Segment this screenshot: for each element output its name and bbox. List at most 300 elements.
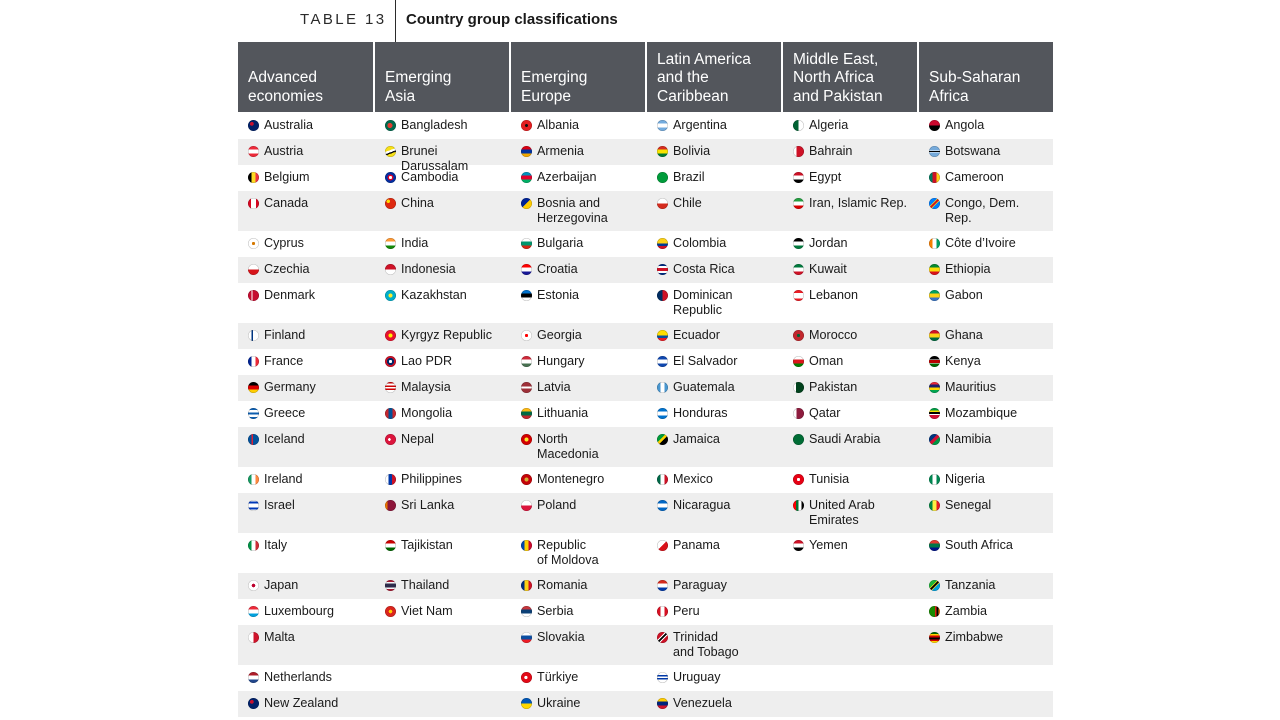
paraguay-flag-icon [657,580,668,591]
latvia-flag-icon [521,382,532,393]
country-name: Thailand [401,578,450,592]
table-cell [511,691,647,717]
slovakia-flag-icon [521,632,532,643]
country-name: Namibia [945,432,992,446]
panama-flag-icon [657,540,668,551]
table-cell [511,191,647,231]
australia-flag-icon [248,120,259,131]
country-name: Zambia [945,604,987,618]
country-name: Albania [537,118,580,132]
table-cell [511,401,647,427]
romania-flag-icon [521,580,532,591]
table-cell [511,625,647,665]
country-name: Panama [673,538,720,552]
country-name: United Arab Emirates [809,498,875,527]
cyprus-flag-icon [248,238,259,249]
jordan-flag-icon [793,238,804,249]
country-name: Austria [264,144,304,158]
table-cell [238,349,375,375]
country-name: Cyprus [264,236,304,250]
jamaica-flag-icon [657,434,668,445]
table-cell [238,665,375,691]
column-header [238,42,375,112]
country-name: Tunisia [809,472,850,486]
brunei-flag-icon [385,146,396,157]
table-cell [511,599,647,625]
table-cell [375,427,511,467]
country-name: Pakistan [809,380,858,394]
saudi-arabia-flag-icon [793,434,804,445]
table-cell [375,625,511,665]
country-name: Honduras [673,406,728,420]
column-header [647,42,783,112]
uae-flag-icon [793,500,804,511]
table-cell [511,573,647,599]
table-row [238,533,1053,573]
country-name: New Zealand [264,696,339,710]
table-cell [919,191,1053,231]
table-cell [919,573,1053,599]
country-name: Bulgaria [537,236,584,250]
philippines-flag-icon [385,474,396,485]
cote-divoire-flag-icon [929,238,940,249]
table-row [238,691,1053,717]
table-cell [783,257,919,283]
italy-flag-icon [248,540,259,551]
country-name: Colombia [673,236,727,250]
table-cell [238,401,375,427]
croatia-flag-icon [521,264,532,275]
table-cell [919,599,1053,625]
table-cell [238,113,375,139]
table-cell [375,283,511,323]
country-name: India [401,236,429,250]
country-name: Lebanon [809,288,859,302]
belgium-flag-icon [248,172,259,183]
table-cell [375,493,511,533]
country-name: Iceland [264,432,305,446]
table-row [238,375,1053,401]
table-cell [511,427,647,467]
country-name: Ghana [945,328,983,342]
country-name: Luxembourg [264,604,335,618]
table-cell [783,375,919,401]
turkiye-flag-icon [521,672,532,683]
south-africa-flag-icon [929,540,940,551]
table-cell [238,283,375,323]
country-name: Costa Rica [673,262,735,276]
country-name: Ireland [264,472,303,486]
country-name: Estonia [537,288,580,302]
country-name: Algeria [809,118,849,132]
table-cell [783,401,919,427]
table-cell [511,323,647,349]
bulgaria-flag-icon [521,238,532,249]
canada-flag-icon [248,198,259,209]
table-cell [919,323,1053,349]
country-name: Bahrain [809,144,853,158]
country-name: Hungary [537,354,585,368]
hungary-flag-icon [521,356,532,367]
lithuania-flag-icon [521,408,532,419]
column-header [511,42,647,112]
north-macedonia-flag-icon [521,434,532,445]
country-name: Jamaica [673,432,720,446]
table-cell [647,165,783,191]
table-row [238,573,1053,599]
table-header-row [238,42,1053,112]
bangladesh-flag-icon [385,120,396,131]
cameroon-flag-icon [929,172,940,183]
table-cell [783,139,919,165]
table-cell [511,165,647,191]
brazil-flag-icon [657,172,668,183]
table-cell [919,533,1053,573]
table-cell [238,191,375,231]
table-cell [919,231,1053,257]
table-cell [647,139,783,165]
column-header-label: Middle East, North Africa and Pakistan [793,50,883,105]
india-flag-icon [385,238,396,249]
table-cell [647,349,783,375]
country-name: Germany [264,380,316,394]
cambodia-flag-icon [385,172,396,183]
country-name: Iran, Islamic Rep. [809,196,907,210]
indonesia-flag-icon [385,264,396,275]
table-cell [238,375,375,401]
tajikistan-flag-icon [385,540,396,551]
country-name: Bangladesh [401,118,468,132]
table-title: Country group classifications [406,11,618,28]
pakistan-flag-icon [793,382,804,393]
country-name: Türkiye [537,670,579,684]
mozambique-flag-icon [929,408,940,419]
table-row [238,139,1053,173]
table-cell [919,165,1053,191]
table-cell [783,427,919,467]
ethiopia-flag-icon [929,264,940,275]
table-cell [511,113,647,139]
country-name: Tajikistan [401,538,453,552]
albania-flag-icon [521,120,532,131]
table-cell [647,323,783,349]
table-cell [647,533,783,573]
table-cell [919,257,1053,283]
table-cell [783,231,919,257]
country-name: Guatemala [673,380,735,394]
table-row [238,401,1053,427]
table-cell [783,191,919,231]
country-name: Greece [264,406,306,420]
botswana-flag-icon [929,146,940,157]
country-name: Lao PDR [401,354,453,368]
country-name: Kuwait [809,262,847,276]
country-name: Mauritius [945,380,997,394]
table-cell [919,375,1053,401]
country-name: Côte d’Ivoire [945,236,1016,250]
table-cell [647,283,783,323]
country-name: Uruguay [673,670,721,684]
country-name: Gabon [945,288,983,302]
table-cell [375,665,511,691]
sri-lanka-flag-icon [385,500,396,511]
table-cell [919,401,1053,427]
country-name: Ethiopia [945,262,991,276]
country-name: Latvia [537,380,571,394]
table-cell [647,427,783,467]
country-name: Mexico [673,472,713,486]
china-flag-icon [385,198,396,209]
bolivia-flag-icon [657,146,668,157]
country-name: Netherlands [264,670,332,684]
country-group-table [238,42,1053,717]
table-cell [783,573,919,599]
table-cell [375,401,511,427]
table-cell [783,533,919,573]
country-name: Philippines [401,472,462,486]
colombia-flag-icon [657,238,668,249]
el-salvador-flag-icon [657,356,668,367]
malta-flag-icon [248,632,259,643]
table-row [238,283,1053,323]
table-row [238,257,1053,283]
new-zealand-flag-icon [248,698,259,709]
lebanon-flag-icon [793,290,804,301]
thailand-flag-icon [385,580,396,591]
table-cell [511,665,647,691]
country-name: Malaysia [401,380,451,394]
gabon-flag-icon [929,290,940,301]
country-name: Chile [673,196,702,210]
country-name: Slovakia [537,630,585,644]
column-header [783,42,919,112]
country-name: Ukraine [537,696,581,710]
table-cell [647,691,783,717]
table-cell [238,599,375,625]
country-name: Croatia [537,262,578,276]
caption-divider [395,0,396,42]
dominican-republic-flag-icon [657,290,668,301]
serbia-flag-icon [521,606,532,617]
country-name: Mongolia [401,406,453,420]
table-cell [647,257,783,283]
congo-flag-icon [929,198,940,209]
country-name: Sri Lanka [401,498,455,512]
country-name: Morocco [809,328,858,342]
netherlands-flag-icon [248,672,259,683]
ukraine-flag-icon [521,698,532,709]
country-name: Armenia [537,144,584,158]
country-name: Viet Nam [401,604,453,618]
moldova-flag-icon [521,540,532,551]
table-cell [919,665,1053,691]
israel-flag-icon [248,500,259,511]
table-cell [238,493,375,533]
algeria-flag-icon [793,120,804,131]
table-cell [919,113,1053,139]
ecuador-flag-icon [657,330,668,341]
germany-flag-icon [248,382,259,393]
oman-flag-icon [793,356,804,367]
table-row [238,165,1053,191]
country-name: Zimbabwe [945,630,1004,644]
bosnia-flag-icon [521,198,532,209]
country-name: Kenya [945,354,981,368]
column-header-label: Advanced economies [248,69,323,105]
poland-flag-icon [521,500,532,511]
austria-flag-icon [248,146,259,157]
luxembourg-flag-icon [248,606,259,617]
country-name: China [401,196,434,210]
table-row [238,113,1053,139]
country-name: Azerbaijan [537,170,597,184]
country-name: Dominican Republic [673,288,733,317]
tanzania-flag-icon [929,580,940,591]
yemen-flag-icon [793,540,804,551]
table-cell [238,533,375,573]
table-cell [647,599,783,625]
country-name: Argentina [673,118,727,132]
country-name: Cambodia [401,170,459,184]
uruguay-flag-icon [657,672,668,683]
country-name: Georgia [537,328,582,342]
country-name: Czechia [264,262,310,276]
country-name: Yemen [809,538,848,552]
georgia-flag-icon [521,330,532,341]
iceland-flag-icon [248,434,259,445]
column-header [919,42,1053,112]
country-name: Italy [264,538,288,552]
country-name: Bolivia [673,144,711,158]
peru-flag-icon [657,606,668,617]
table-cell [647,401,783,427]
table-cell [647,493,783,533]
table-number-label: TABLE 13 [300,11,387,28]
table-row [238,665,1053,691]
greece-flag-icon [248,408,259,419]
laos-flag-icon [385,356,396,367]
morocco-flag-icon [793,330,804,341]
country-name: Republic of Moldova [537,538,599,567]
table-cell [375,231,511,257]
malaysia-flag-icon [385,382,396,393]
country-name: Bosnia and Herzegovina [537,196,608,225]
country-name: Serbia [537,604,574,618]
country-name: Oman [809,354,844,368]
montenegro-flag-icon [521,474,532,485]
table-cell [375,599,511,625]
table-cell [511,139,647,165]
chile-flag-icon [657,198,668,209]
table-cell [511,231,647,257]
table-cell [238,257,375,283]
country-name: Peru [673,604,700,618]
table-row [238,231,1053,257]
table-cell [783,165,919,191]
country-name: Cameroon [945,170,1004,184]
table-cell [375,691,511,717]
country-name: Romania [537,578,588,592]
country-name: Poland [537,498,577,512]
table-cell [511,283,647,323]
table-cell [511,493,647,533]
country-name: Ecuador [673,328,720,342]
argentina-flag-icon [657,120,668,131]
denmark-flag-icon [248,290,259,301]
country-name: Nicaragua [673,498,731,512]
france-flag-icon [248,356,259,367]
mongolia-flag-icon [385,408,396,419]
table-cell [783,349,919,375]
table-row [238,625,1053,665]
table-cell [783,493,919,533]
ghana-flag-icon [929,330,940,341]
country-name: Israel [264,498,295,512]
japan-flag-icon [248,580,259,591]
table-cell [511,533,647,573]
finland-flag-icon [248,330,259,341]
country-name: Denmark [264,288,316,302]
kuwait-flag-icon [793,264,804,275]
country-name: Canada [264,196,309,210]
table-cell [647,665,783,691]
table-cell [511,467,647,493]
nepal-flag-icon [385,434,396,445]
table-cell [647,375,783,401]
table-cell [238,231,375,257]
table-cell [511,349,647,375]
country-name: North Macedonia [537,432,599,461]
country-name: El Salvador [673,354,738,368]
table-cell [919,493,1053,533]
table-cell [783,625,919,665]
costa-rica-flag-icon [657,264,668,275]
mexico-flag-icon [657,474,668,485]
table-row [238,493,1053,533]
table-cell [375,533,511,573]
country-name: Paraguay [673,578,727,592]
country-name: Kazakhstan [401,288,467,302]
zimbabwe-flag-icon [929,632,940,643]
table-cell [647,231,783,257]
table-cell [647,625,783,665]
vietnam-flag-icon [385,606,396,617]
table-cell [238,691,375,717]
country-name: Congo, Dem. Rep. [945,196,1020,225]
table-cell [919,691,1053,717]
country-name: Brazil [673,170,705,184]
mauritius-flag-icon [929,382,940,393]
country-name: Australia [264,118,313,132]
country-name: Malta [264,630,295,644]
qatar-flag-icon [793,408,804,419]
table-cell [375,323,511,349]
table-cell [647,113,783,139]
country-name: Angola [945,118,985,132]
kyrgyz-flag-icon [385,330,396,341]
angola-flag-icon [929,120,940,131]
table-cell [238,467,375,493]
country-name: Egypt [809,170,842,184]
table-cell [647,467,783,493]
senegal-flag-icon [929,500,940,511]
kazakhstan-flag-icon [385,290,396,301]
trinidad-tobago-flag-icon [657,632,668,643]
column-header [375,42,511,112]
table-cell [511,257,647,283]
table-cell [919,349,1053,375]
table-cell [783,665,919,691]
